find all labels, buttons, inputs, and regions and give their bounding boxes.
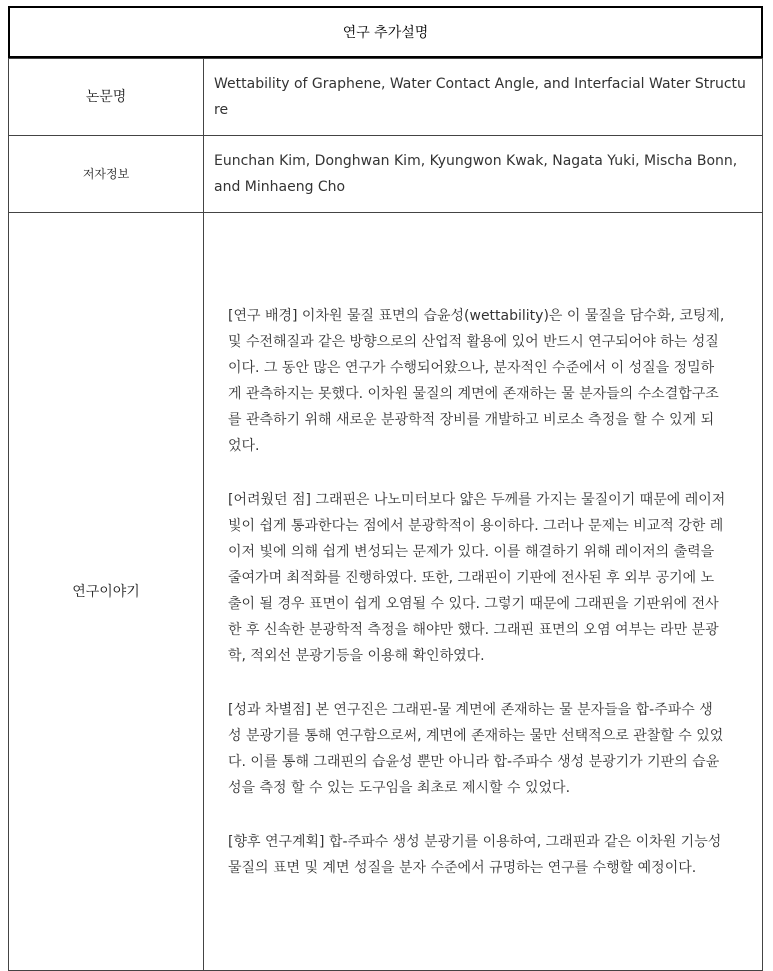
story-label: 연구이야기 — [9, 213, 204, 971]
paper-title-value: Wettability of Graphene, Water Contact Angle, and Interfacial Water Structure — [204, 59, 763, 136]
story-paragraph-background: [연구 배경] 이차원 물질 표면의 습윤성(wettability)은 이 물질을 담수화, 코팅제, 및 수전해질과 같은 방향으로의 산업적 활용에 있어 반드시 연구되어야 하는 성질이다. 그 동안 많은 연구가 수행되어왔으나, 분자적인 수준에서 이 성질을 정밀하게 관측하지는 못했다. 이차원 물질의 계면에 존재하는 물 분자들의 수소결합구조를 관측하기 위해 새로운 분광학적 장비를 개발하고 비로소 측정을 할 수 있게 되었다. — [228, 307, 725, 454]
story-paragraph-difficulties: [어려웠던 점] 그래핀은 나노미터보다 얇은 두께를 가지는 물질이기 때문에 레이저 빛이 쉽게 통과한다는 점에서 분광학적이 용이하다. 그러나 문제는 비교적 강한 레이저 빛에 의해 쉽게 변성되는 문제가 있다. 이를 해결하기 위해 레이저의 출력을 줄여가며 최적화를 진행하였다. 또한, 그래핀이 기판에 전사된 후 외부 공기에 노출이 될 경우 표면이 쉽게 오염될 수 있다. 그렇기 때문에 그래핀을 기판위에 전사한 후 신속한 분광학적 측정을 해야만 했다. 그래핀 표면의 오염 여부는 라만 분광학, 적외선 분광기등을 이용해 확인하였다. — [228, 491, 726, 664]
table-row-story — [9, 213, 763, 971]
table-row-authors — [9, 136, 763, 213]
story-cell — [204, 213, 763, 971]
authors-value: Eunchan Kim, Donghwan Kim, Kyungwon Kwak, Nagata Yuki, Mischa Bonn, and Minhaeng Cho — [204, 136, 763, 213]
research-description-document — [8, 6, 763, 971]
story-paragraph-future-plans: [향후 연구계획] 합-주파수 생성 분광기를 이용하여, 그래핀과 같은 이차원 기능성 물질의 표면 및 계면 성질을 분자 수준에서 규명하는 연구를 수행할 예정이다. — [228, 833, 722, 876]
story-body — [214, 303, 750, 881]
authors-label: 저자정보 — [9, 136, 204, 213]
paper-title-label: 논문명 — [9, 59, 204, 136]
table-row-paper — [9, 59, 763, 136]
document-title: 연구 추가설명 — [8, 6, 763, 58]
story-paragraph-achievements: [성과 차별점] 본 연구진은 그래핀-물 계면에 존재하는 물 분자들을 합-주파수 생성 분광기를 통해 연구함으로써, 계면에 존재하는 물만 선택적으로 관찰할 수 있었다. 이를 통해 그래핀의 습윤성 뿐만 아니라 합-주파수 생성 분광기가 기판의 습윤성을 측정 할 수 있는 도구임을 최초로 제시할 수 있었다. — [228, 701, 724, 796]
info-table — [8, 58, 763, 971]
